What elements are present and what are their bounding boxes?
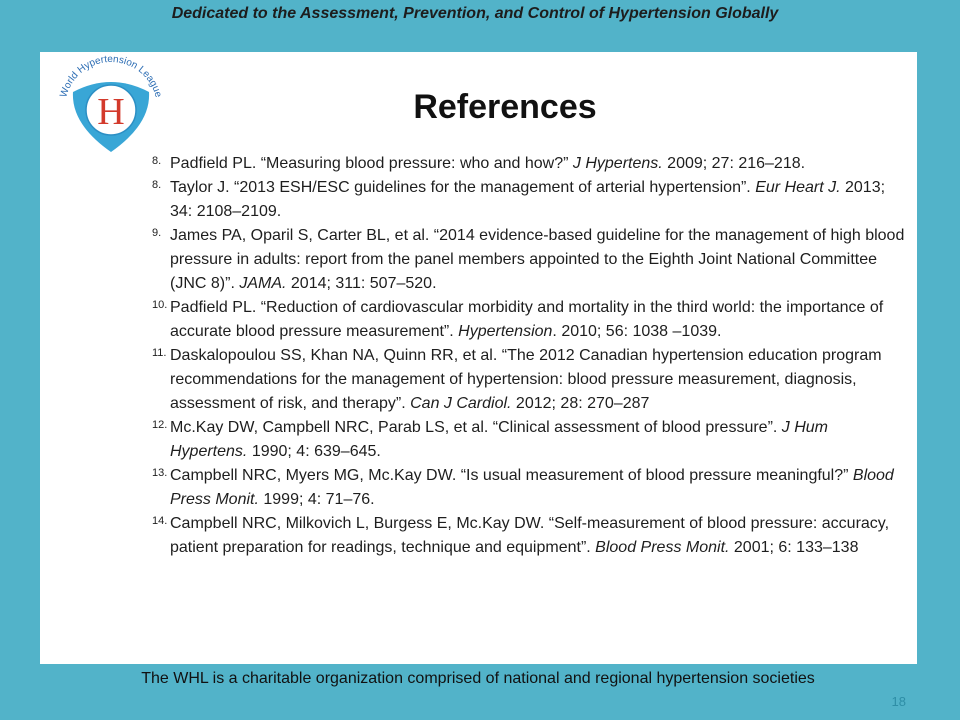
footer-tagline: The WHL is a charitable organization comprised of national and regional hypertension societies [141,670,815,687]
reference-item [148,464,908,512]
reference-journal: Blood Press Monit. [595,539,730,556]
reference-number: 9. [152,227,162,239]
reference-journal: Eur Heart J. [755,179,841,196]
reference-journal: J Hypertens. [572,155,663,172]
reference-item [148,176,908,224]
reference-item [148,344,908,416]
reference-number: 14. [152,515,168,527]
reference-journal: Blood Press Monit. [170,467,894,508]
reference-fragment: James PA, Oparil S, Carter BL, et al. “2014 evidence-based guideline for the management of high blood pressure in adults: report from the panel members appointed to the Eighth Joint National Committee (JNC 8)”. [170,227,905,292]
reference-text [170,296,908,344]
reference-list [148,152,908,560]
reference-fragment: 2012; 28: 270–287 [511,395,650,412]
reference-fragment: Campbell NRC, Milkovich L, Burgess E, Mc.Kay DW. “Self-measurement of blood pressure: accuracy, patient preparation for readings, technique and equipment”. [170,515,890,556]
reference-text [170,224,908,296]
reference-text [170,152,908,176]
reference-fragment: Mc.Kay DW, Campbell NRC, Parab LS, et al. “Clinical assessment of blood pressure”. [170,419,782,436]
reference-item [148,512,908,560]
reference-fragment: 1999; 4: 71–76. [258,491,375,508]
reference-fragment: . 2010; 56: 1038 –1039. [552,323,722,340]
reference-fragment: 2009; 27: 216–218. [662,155,806,172]
reference-number: 13. [152,467,168,479]
reference-fragment: 2001; 6: 133–138 [729,539,859,556]
reference-fragment: Padfield PL. “Measuring blood pressure: who and how?” [170,155,573,172]
reference-number: 8. [152,179,162,191]
reference-item [148,224,908,296]
page-number: 18 [891,694,906,709]
reference-journal: Can J Cardiol. [410,395,512,412]
reference-number: 8. [152,155,162,167]
slide-title: References [413,88,597,126]
reference-fragment: Daskalopoulou SS, Khan NA, Quinn RR, et al. “The 2012 Canadian hypertension education program recommendations for the management of hypertension: blood pressure measurement, diagnosis, assessment of risk, and therapy”. [170,347,882,412]
reference-item [148,296,908,344]
reference-text [170,464,908,512]
reference-number: 12. [152,419,168,431]
reference-number: 10. [152,299,168,311]
reference-fragment: Padfield PL. “Reduction of cardiovascular morbidity and mortality in the third world: the importance of accurate blood pressure measurement”. [170,299,884,340]
reference-fragment: Taylor J. “2013 ESH/ESC guidelines for the management of arterial hypertension”. [170,179,756,196]
reference-fragment: 2014; 311: 507–520. [286,275,437,292]
logo-letter: H [97,91,125,133]
reference-item [148,152,908,176]
reference-journal: JAMA. [239,275,287,292]
logo-ring-textpath: World Hypertension League [58,53,164,99]
reference-fragment: Campbell NRC, Myers MG, Mc.Kay DW. “Is usual measurement of blood pressure meaningful?” [170,467,853,484]
reference-item [148,416,908,464]
reference-journal: J Hum Hypertens. [170,419,829,460]
reference-fragment: 1990; 4: 639–645. [247,443,381,460]
reference-number: 11. [152,347,167,359]
reference-text [170,344,908,416]
reference-text [170,512,908,560]
reference-fragment: 2013; 34: 2108–2109. [170,179,886,220]
reference-text [170,176,908,224]
reference-journal: Hypertension [458,323,553,340]
whl-logo [55,52,167,156]
reference-text [170,416,908,464]
header-tagline: Dedicated to the Assessment, Prevention, and Control of Hypertension Globally [171,5,779,22]
